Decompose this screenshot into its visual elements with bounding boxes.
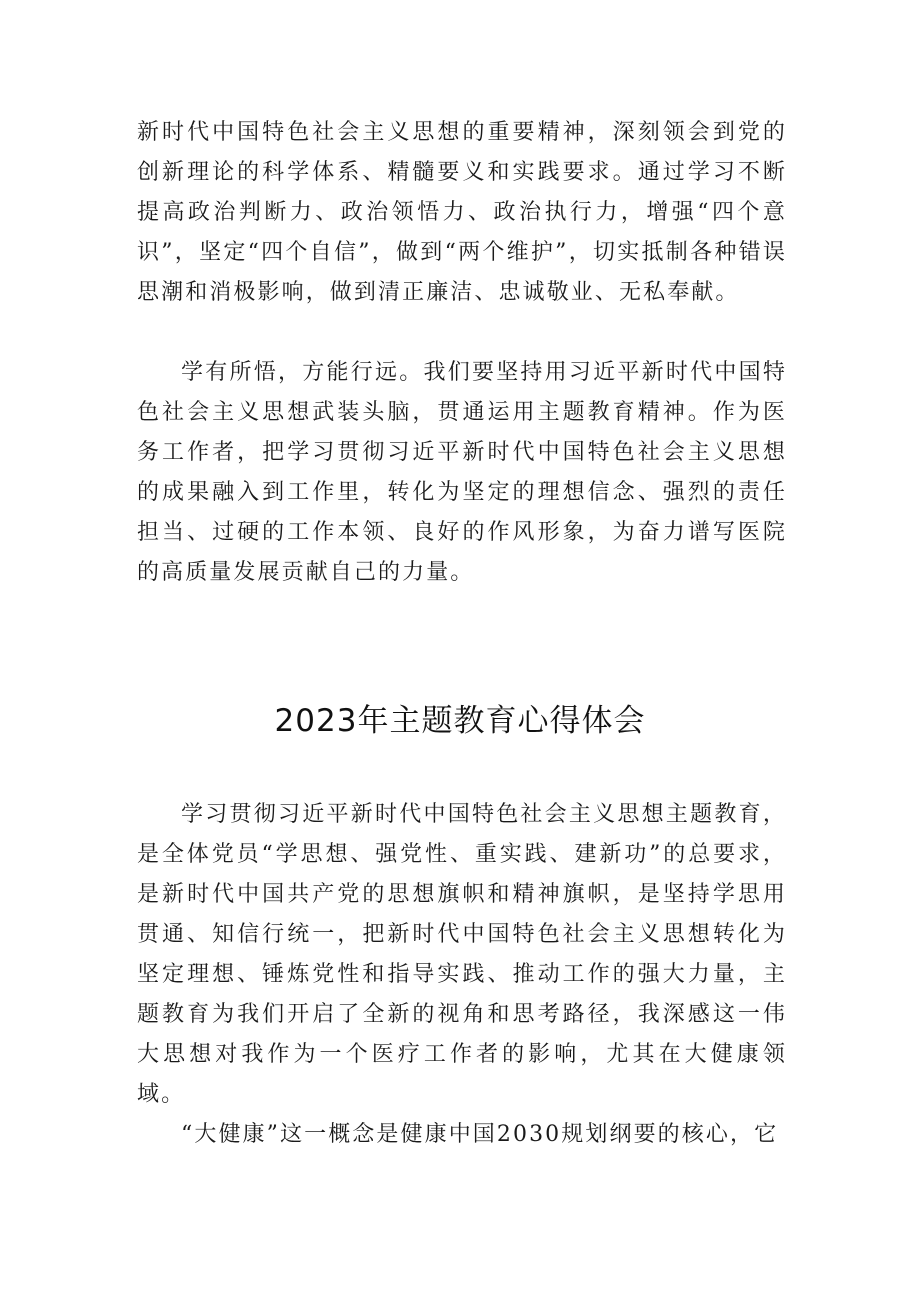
paragraph-continued: 新时代中国特色社会主义思想的重要精神，深刻领会到党的创新理论的科学体系、精髓要义和实践要求。通过学习不断提高政治判断力、政治领悟力、政治执行力，增强“四个意识”，坚定“四个自信”，做到“两个维护”，切实抵制各种错误思潮和消极影响，做到清正廉洁、忠诚敬业、无私奉献。 (137, 120, 787, 305)
paragraph-learning: 学有所悟，方能行远。我们要坚持用习近平新时代中国特色社会主义思想武装头脑，贯通运用主题教育精神。作为医务工作者，把学习贯彻习近平新时代中国特色社会主义思想的成果融入到工作里，转化为坚定的理想信念、强烈的责任担当、过硬的工作本领、良好的作风形象，为奋力谱写医院的高质量发展贡献自己的力量。 (137, 360, 787, 585)
page-title: 2023年主题教育心得体会 (274, 703, 646, 739)
paragraph-theme-education: 学习贯彻习近平新时代中国特色社会主义思想主题教育，是全体党员“学思想、强党性、重实践、建新功”的总要求，是新时代中国共产党的思想旗帜和精神旗帜，是坚持学思用贯通、知信行统一，把新时代中国特色社会主义思想转化为坚定理想、锤炼党性和指导实践、推动工作的强大力量，主题教育为我们开启了全新的视角和思考路径，我深感这一伟大思想对我作为一个医疗工作者的影响，尤其在大健康领域。 (137, 802, 787, 1107)
paragraph-big-health: “大健康”这一概念是健康中国2030规划纲要的核心，它 (181, 1122, 779, 1147)
